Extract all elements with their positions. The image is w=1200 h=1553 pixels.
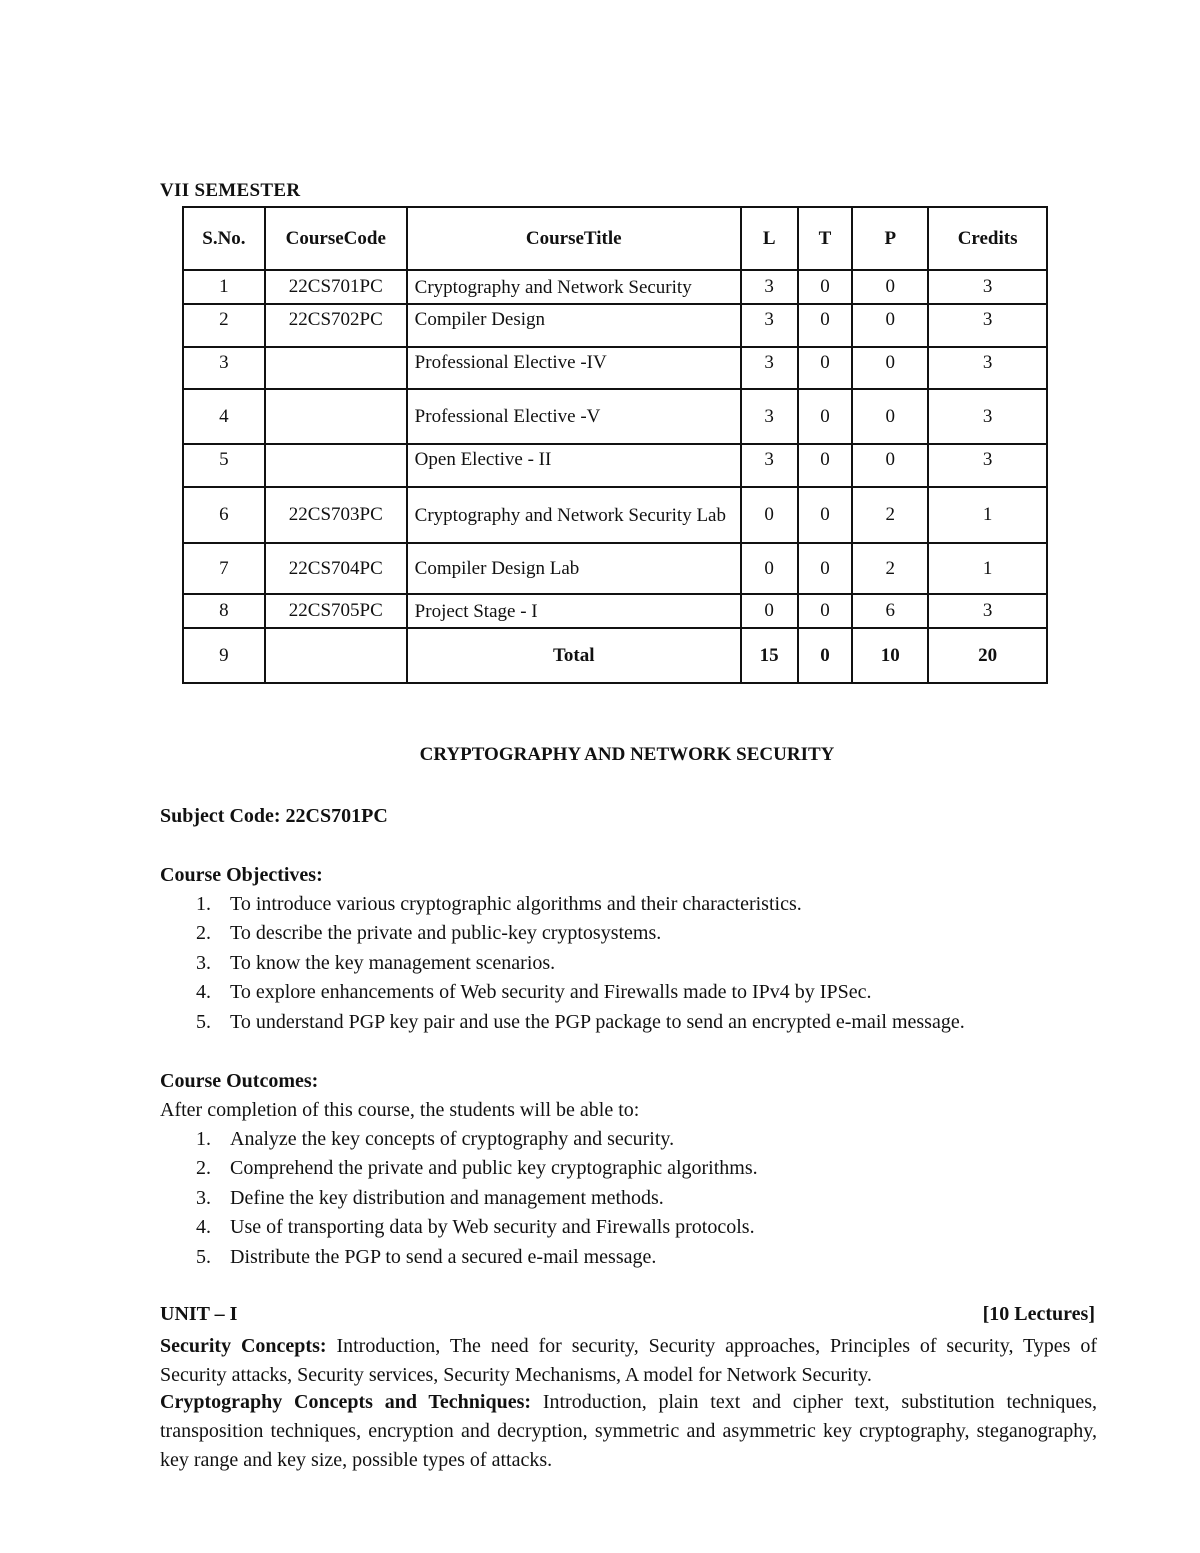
- cell-p: 2: [852, 543, 928, 594]
- cell-sno: 1: [183, 270, 265, 304]
- cell-credits: 3: [928, 389, 1047, 444]
- header-t: T: [798, 207, 853, 270]
- cell-sno: 8: [183, 594, 265, 628]
- cell-p: 0: [852, 347, 928, 389]
- cell-sno: 9: [183, 628, 265, 683]
- outcomes-intro: After completion of this course, the students will be able to:: [160, 1099, 640, 1121]
- header-sno: S.No.: [183, 207, 265, 270]
- list-item: 1. To introduce various cryptographic algorithms and their characteristics.: [196, 893, 802, 915]
- cell-title: Total: [407, 628, 741, 683]
- cell-sno: 6: [183, 487, 265, 543]
- cell-title: Open Elective - II: [407, 444, 741, 487]
- table-row: [183, 304, 1047, 347]
- list-item: 5. To understand PGP key pair and use the PGP package to send an encrypted e-mail message.: [196, 1010, 965, 1033]
- cell-credits: 3: [928, 594, 1047, 628]
- cell-code: [265, 347, 407, 389]
- cell-title: Cryptography and Network Security: [407, 270, 741, 304]
- cell-title: Compiler Design Lab: [407, 543, 741, 594]
- cell-code: 22CS702PC: [265, 304, 407, 347]
- cell-title: Professional Elective -IV: [407, 347, 741, 389]
- cell-sno: 5: [183, 444, 265, 487]
- cell-code: [265, 628, 407, 683]
- cell-l: 3: [741, 444, 798, 487]
- cell-t: 0: [798, 594, 853, 628]
- course-title: CRYPTOGRAPHY AND NETWORK SECURITY: [419, 744, 835, 765]
- cell-credits: 3: [928, 444, 1047, 487]
- table-header-row: [183, 207, 1047, 270]
- security-concepts-paragraph: [160, 1332, 1097, 1390]
- cell-code: 22CS705PC: [265, 594, 407, 628]
- cell-l: 3: [741, 347, 798, 389]
- cell-code: 22CS703PC: [265, 487, 407, 543]
- cell-title: Compiler Design: [407, 304, 741, 347]
- cell-l: 15: [741, 628, 798, 683]
- cell-p: 10: [852, 628, 928, 683]
- table-row: [183, 543, 1047, 594]
- cell-t: 0: [798, 270, 853, 304]
- cell-t: 0: [798, 444, 853, 487]
- semester-heading: VII SEMESTER: [160, 180, 301, 201]
- cell-code: 22CS701PC: [265, 270, 407, 304]
- crypto-concepts-label: Cryptography Concepts and Techniques:: [160, 1391, 532, 1413]
- list-item: 3. To know the key management scenarios.: [196, 951, 556, 974]
- crypto-concepts-paragraph: [160, 1388, 1097, 1475]
- table-row: [183, 389, 1047, 444]
- table-row: [183, 594, 1047, 628]
- cell-sno: 4: [183, 389, 265, 444]
- cell-credits: 1: [928, 487, 1047, 543]
- cell-sno: 3: [183, 347, 265, 389]
- header-course-code: CourseCode: [265, 207, 407, 270]
- cell-sno: 2: [183, 304, 265, 347]
- cell-p: 0: [852, 304, 928, 347]
- unit-lectures: [10 Lectures]: [982, 1303, 1095, 1325]
- security-concepts-label: Security Concepts:: [160, 1335, 327, 1357]
- outcomes-heading: Course Outcomes:: [160, 1070, 319, 1092]
- course-table: [182, 206, 1048, 684]
- unit-heading: [160, 1303, 1095, 1326]
- cell-l: 3: [741, 304, 798, 347]
- cell-credits: 3: [928, 347, 1047, 389]
- cell-code: [265, 389, 407, 444]
- cell-credits: 3: [928, 304, 1047, 347]
- subject-code: Subject Code: 22CS701PC: [160, 805, 388, 827]
- objectives-heading: Course Objectives:: [160, 864, 323, 886]
- cell-p: 0: [852, 389, 928, 444]
- cell-t: 0: [798, 389, 853, 444]
- cell-title: Cryptography and Network Security Lab: [407, 487, 741, 543]
- table-row: [183, 487, 1047, 543]
- list-item: 4. Use of transporting data by Web security and Firewalls protocols.: [196, 1216, 755, 1239]
- cell-l: 3: [741, 270, 798, 304]
- cell-t: 0: [798, 543, 853, 594]
- cell-code: 22CS704PC: [265, 543, 407, 594]
- header-credits: Credits: [928, 207, 1047, 270]
- cell-t: 0: [798, 347, 853, 389]
- table-row: [183, 270, 1047, 304]
- cell-code: [265, 444, 407, 487]
- cell-credits: 20: [928, 628, 1047, 683]
- cell-p: 0: [852, 270, 928, 304]
- list-item: 5. Distribute the PGP to send a secured e-mail message.: [196, 1245, 657, 1268]
- cell-title: Project Stage - I: [407, 594, 741, 628]
- header-p: P: [852, 207, 928, 270]
- table-row: [183, 444, 1047, 487]
- cell-t: 0: [798, 304, 853, 347]
- header-l: L: [741, 207, 798, 270]
- list-item: 3. Define the key distribution and management methods.: [196, 1186, 664, 1209]
- cell-credits: 1: [928, 543, 1047, 594]
- cell-t: 0: [798, 628, 853, 683]
- cell-t: 0: [798, 487, 853, 543]
- security-concepts-text: Introduction, The need for security, Security approaches, Principles of security, Types of Security attacks, Security services, Security Mechanisms, A model for Network Security.: [160, 1335, 1098, 1386]
- list-item: 4. To explore enhancements of Web security and Firewalls made to IPv4 by IPSec.: [196, 981, 872, 1004]
- cell-l: 3: [741, 389, 798, 444]
- table-row: [183, 347, 1047, 389]
- cell-credits: 3: [928, 270, 1047, 304]
- unit-title: UNIT – I: [160, 1303, 238, 1325]
- objectives-list: [160, 890, 965, 1037]
- cell-title: Professional Elective -V: [407, 389, 741, 444]
- crypto-concepts-text: Introduction, plain text and cipher text, substitution techniques, transposition techniques, encryption and decryption, symmetric and asymmetric key cryptography, steganography, key range and key size, possible types of attacks.: [160, 1391, 1098, 1471]
- cell-p: 2: [852, 487, 928, 543]
- list-item: 2. To describe the private and public-key cryptosystems.: [196, 922, 662, 945]
- cell-p: 6: [852, 594, 928, 628]
- table-total-row: [183, 628, 1047, 683]
- header-course-title: CourseTitle: [407, 207, 741, 270]
- cell-l: 0: [741, 543, 798, 594]
- cell-l: 0: [741, 594, 798, 628]
- outcomes-list: [160, 1125, 758, 1272]
- cell-sno: 7: [183, 543, 265, 594]
- list-item: 2. Comprehend the private and public key cryptographic algorithms.: [196, 1157, 758, 1180]
- cell-p: 0: [852, 444, 928, 487]
- cell-l: 0: [741, 487, 798, 543]
- list-item: 1. Analyze the key concepts of cryptography and security.: [196, 1128, 675, 1150]
